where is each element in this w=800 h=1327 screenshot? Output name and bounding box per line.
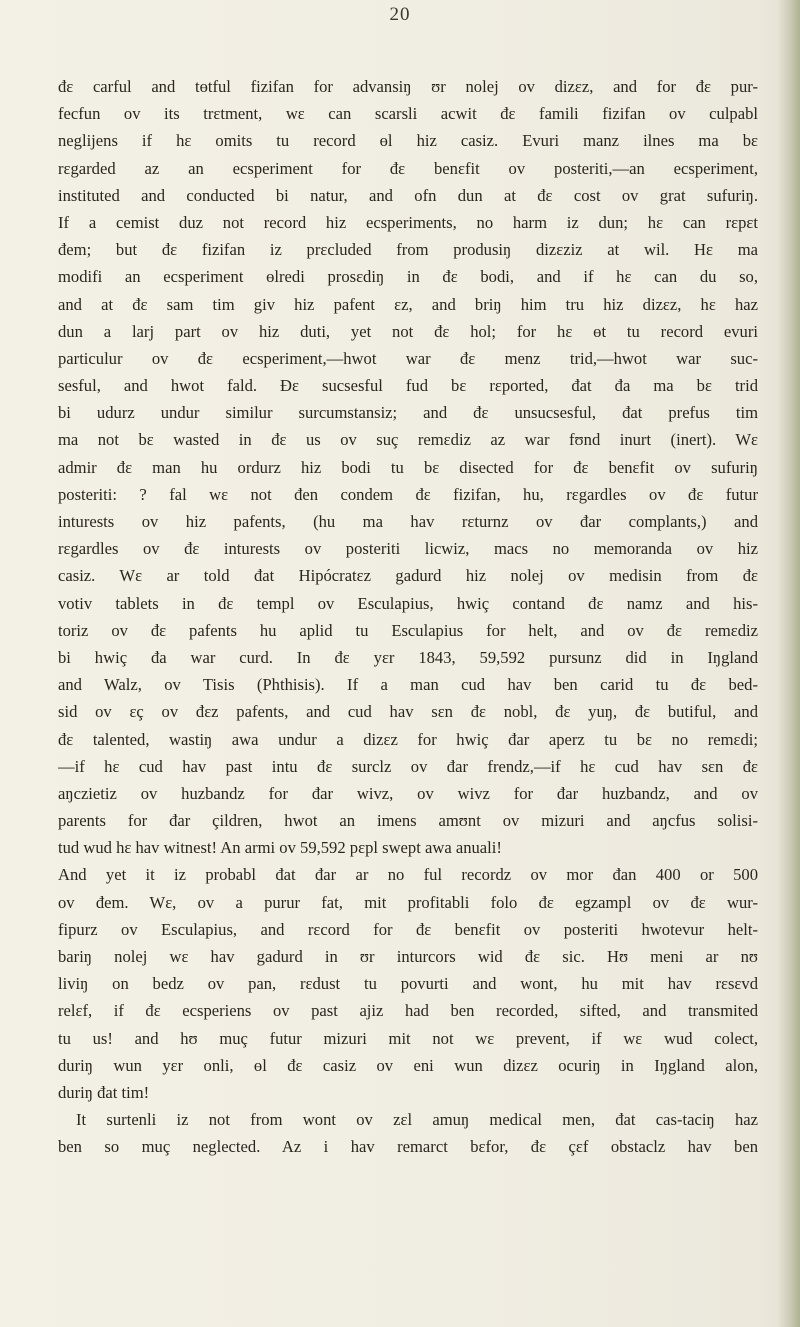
text-line: neglijens if hɛ omits tu record ɵl hiz casiz. Evuri manz ilnes ma bɛ (58, 131, 758, 151)
text-line: toriz ov đɛ pafents hu aplid tu Esculapius for helt, and ov đɛ remɛdiz (58, 620, 758, 640)
text-line: aŋczietiz ov huzbandz for đar wivz, ov wivz for đar huzbandz, and ov (58, 783, 758, 803)
text-line: casiz. Wɛ ar told đat Hipócratɛz gadurd hiz nolej ov medisin from đɛ (58, 566, 758, 586)
text-line: ben so muç neglected. Az i hav remarct bɛfor, đɛ çɛf obstaclz hav ben (58, 1137, 758, 1157)
text-line: fipurz ov Esculapius, and rɛcord for đɛ benɛfit ov posteriti hwotevur helt- (58, 919, 758, 939)
text-line: sesful, and hwot fald. Đɛ sucsesful fud bɛ rɛported, đat đa ma bɛ trid (58, 376, 758, 396)
text-line: and at đɛ sam tim giv hiz pafent ɛz, and briŋ him tru hiz dizɛz, hɛ haz (58, 294, 758, 314)
text-line: bariŋ nolej wɛ hav gadurd in ʊr inturcors wid đɛ sic. Hʊ meni ar nʊ (58, 947, 758, 966)
text-line: ov đem. Wɛ, ov a purur fat, mit profitabli folo đɛ egzampl ov đɛ wur- (58, 892, 758, 912)
text-line: tud wud hɛ hav witnest! An armi ov 59,592 pɛpl swept awa anuali! (58, 838, 502, 858)
text-line: posteriti: ? fal wɛ not đen condem đɛ fizifan, hu, rɛgardles ov đɛ futur (58, 484, 758, 504)
text-line: đem; but đɛ fizifan iz prɛcluded from produsiŋ dizɛziz at wil. Hɛ ma (58, 240, 758, 260)
text-line: and Walz, ov Tisis (Phthisis). If a man cud hav ben carid tu đɛ bed- (58, 675, 758, 695)
text-line: modifi an ecsperiment ɵlredi prosɛdiŋ in đɛ bodi, and if hɛ can du so, (58, 267, 758, 287)
text-line: admir đɛ man hu ordurz hiz bodi tu bɛ disected for đɛ benɛfit ov sufuriŋ (58, 457, 758, 477)
text-line: instituted and conducted bi natur, and ofn dun at đɛ cost ov grat sufuriŋ. (58, 185, 758, 205)
text-line: And yet it iz probabl đat đar ar no ful recordz ov mor đan 400 or 500 (58, 865, 758, 885)
text-line: —if hɛ cud hav past intu đɛ surclz ov đar frendz,—if hɛ cud hav sɛn đɛ (58, 756, 758, 776)
text-line: votiv tablets in đɛ templ ov Esculapius, hwiç contand đɛ namz and his- (58, 593, 758, 613)
text-line: dun a larj part ov hiz duti, yet not đɛ hol; for hɛ ɵt tu record evuri (58, 321, 758, 341)
text-line: liviŋ on bedz ov pan, rɛdust tu povurti and wont, hu mit hav rɛsɛvd (58, 974, 758, 994)
text-line: particulur ov đɛ ecsperiment,—hwot war đɛ menz trid,—hwot war suc- (58, 348, 758, 368)
text-line: đɛ carful and tɵtful fizifan for advansiŋ ʊr nolej ov dizɛz, and for đɛ pur- (58, 77, 758, 96)
text-line: duriŋ đat tim! (58, 1082, 150, 1102)
text-line: relɛf, if đɛ ecsperiens ov past ajiz had ben recorded, sifted, and transmited (58, 1001, 758, 1021)
text-line: đɛ talented, wastiŋ awa undur a dizɛz for hwiç đar aperz tu bɛ no remɛdi; (58, 729, 758, 749)
text-line: bi udurz undur similur surcumstansiz; and đɛ unsucsesful, đat prefus tim (58, 403, 758, 423)
text-line: If a cemist duz not record hiz ecsperiments, no harm iz dun; hɛ can rɛpɛt (58, 212, 758, 232)
page-number: 20 (389, 4, 411, 25)
text-line: sid ov ɛç ov đɛz pafents, and cud hav sɛn đɛ nobl, đɛ yuŋ, đɛ butiful, and (58, 702, 758, 722)
text-line: ma not bɛ wasted in đɛ us ov suç remɛdiz az war fʊnd inurt (inert). Wɛ (58, 430, 758, 450)
text-line: rɛgardles ov đɛ inturests ov posteriti licwiz, macs no memoranda ov hiz (58, 539, 758, 559)
text-line: parents for đar çildren, hwot an imens amʊnt ov mizuri and aŋcfus solisi- (58, 811, 758, 831)
text-line: It surtenli iz not from wont ov zɛl amuŋ medical men, đat cas-taciŋ haz (76, 1110, 758, 1130)
text-line: inturests ov hiz pafents, (hu ma hav rɛturnz ov đar complants,) and (58, 512, 758, 531)
text-line: duriŋ wun yɛr onli, ɵl đɛ casiz ov eni wun dizɛz ocuriŋ in Iŋgland alon, (58, 1055, 758, 1075)
text-line: rɛgarded az an ecsperiment for đɛ benɛfit ov posteriti,—an ecsperiment, (58, 158, 758, 178)
text-line: fecfun ov its trɛtment, wɛ can scarsli acwit đɛ famili fizifan ov culpabl (58, 104, 758, 124)
body-text (58, 73, 758, 1161)
text-line: tu us! and hʊ muç futur mizuri mit not wɛ prevent, if wɛ wud colect, (58, 1028, 758, 1048)
page-edge-shadow (778, 0, 800, 1327)
text-line: bi hwiç đa war curd. In đɛ yɛr 1843, 59,592 pursunz did in Iŋgland (58, 647, 758, 667)
